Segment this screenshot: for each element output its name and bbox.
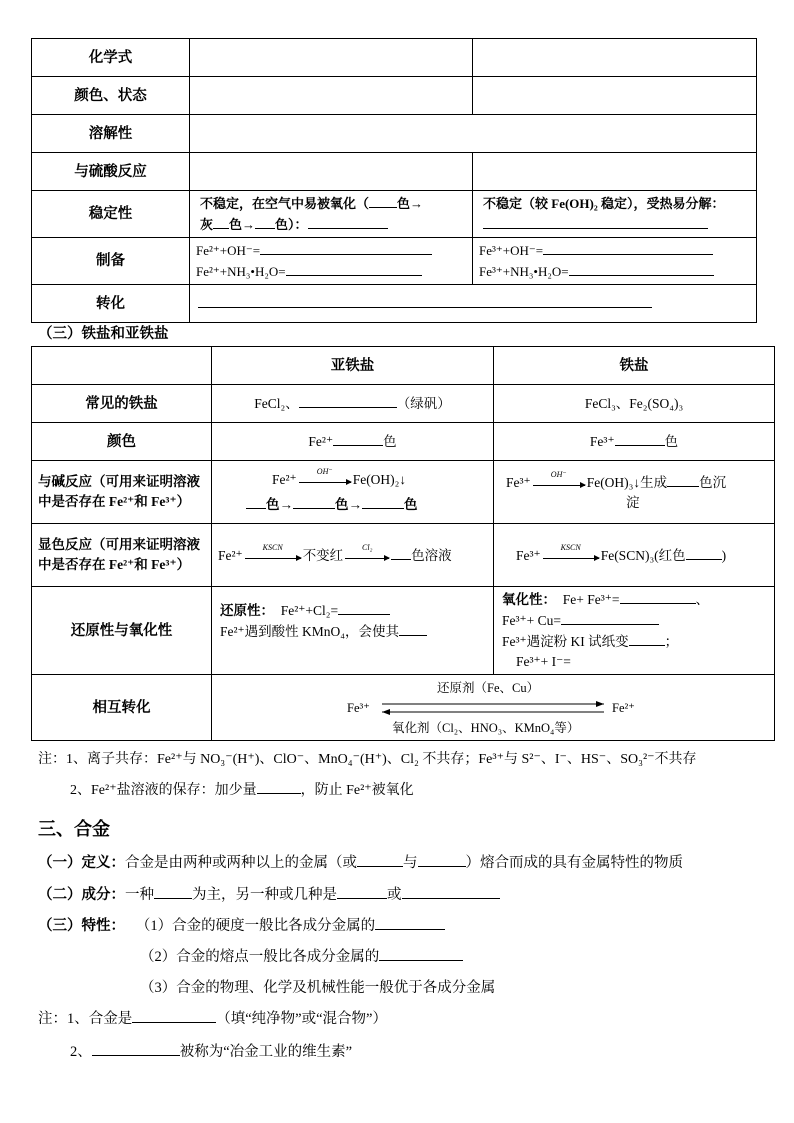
redox-ferric-cell <box>494 587 775 675</box>
blank <box>337 884 387 899</box>
row-label-interconversion: 相互转化 <box>32 675 212 741</box>
composition-label: （二）成分： <box>38 887 125 903</box>
preparation-right-cell <box>473 238 757 285</box>
blank <box>213 214 229 229</box>
cell-text: 淀 <box>626 494 640 510</box>
cell-empty <box>32 347 212 385</box>
blank <box>333 431 383 446</box>
blank <box>543 240 713 255</box>
blank <box>257 779 301 794</box>
base-ferric-cell <box>494 461 775 524</box>
cell-empty <box>473 77 757 115</box>
cell-empty <box>473 153 757 191</box>
cell-text: Fe(OH)₂↓ <box>352 471 407 487</box>
blank <box>132 1008 216 1023</box>
cell-text: 、 <box>695 592 710 607</box>
reaction-arrow <box>345 542 389 559</box>
text: （填“纯净物”或“混合物”） <box>216 1011 387 1027</box>
section-title: （三）铁盐和亚铁盐 <box>38 326 169 342</box>
alloy-heading: 三、合金 <box>38 819 110 840</box>
base-ferrous-cell <box>212 461 494 524</box>
equation-text: Fe²⁺+OH⁻= <box>196 243 261 258</box>
reaction-arrow <box>543 542 599 559</box>
text: （1）合金的硬度一般比各成分金属的 <box>135 918 376 934</box>
ferric-ion: Fe³⁺ <box>347 700 370 715</box>
alloy-property-3: （3）合金的物理、化学及机械性能一般优于各成分金属 <box>140 980 496 996</box>
common-ferrous-cell <box>212 385 494 423</box>
row-label-acid-reaction: 与硫酸反应 <box>32 153 190 191</box>
row-label-stability: 稳定性 <box>32 191 190 238</box>
alloy-composition <box>38 883 500 904</box>
blank <box>615 431 665 446</box>
row-label-preparation: 制备 <box>32 238 190 285</box>
cell-text: Fe²⁺ <box>308 434 334 449</box>
arrow-label: OH⁻ <box>550 469 567 479</box>
note-coexistence: 注：1、离子共存：Fe²⁺与 NO₃⁻(H⁺)、ClO⁻、MnO₄⁻(H⁺)、Cl₂ 不共存；Fe³⁺与 S²⁻、I⁻、HS⁻、SO₃²⁻不共存 <box>38 752 697 767</box>
col-header-ferric: 铁盐 <box>494 347 775 385</box>
arrow-label: Cl₂ <box>362 542 373 552</box>
cell-text: Fe+ Fe³⁺= <box>562 592 620 607</box>
text: 或 <box>387 887 402 903</box>
cell-text: FeCl₂、 <box>254 396 299 411</box>
blank <box>379 946 463 961</box>
cell-empty <box>473 39 757 77</box>
reaction-arrow <box>533 469 585 486</box>
conversion-cell <box>190 285 757 323</box>
alloy-properties <box>38 914 445 935</box>
equation-text: Fe²⁺+NH₃•H₂O= <box>196 264 286 279</box>
text: （2）合金的熔点一般比各成分金属的 <box>140 949 380 965</box>
arrow-label: OH⁻ <box>316 466 333 476</box>
cell-text: Fe³⁺ <box>506 474 531 490</box>
text: 合金是由两种或两种以上的金属（或 <box>125 855 357 871</box>
cell-text: ) <box>721 547 727 563</box>
stability-text: 灰 <box>200 217 214 232</box>
row-label-color: 颜色 <box>32 423 212 461</box>
cell-text: ； <box>664 634 679 649</box>
cell-text: Fe(SCN)₃(红色 <box>600 547 686 563</box>
alloy-property-2 <box>140 945 463 966</box>
cell-empty <box>190 115 757 153</box>
row-label-color-state: 颜色、状态 <box>32 77 190 115</box>
text: 为主，另一种或几种是 <box>192 887 337 903</box>
hydroxide-table <box>31 38 757 323</box>
row-label-redox: 还原性与氧化性 <box>32 587 212 675</box>
blank <box>399 621 427 636</box>
row-label-common: 常见的铁盐 <box>32 385 212 423</box>
blank <box>667 472 699 487</box>
blank <box>308 214 388 229</box>
blank <box>338 600 390 615</box>
blank <box>402 884 500 899</box>
oxidizer-label: 氧化剂（Cl₂、HNO₃、KMnO₄等） <box>392 720 580 735</box>
blank <box>686 545 722 560</box>
blank <box>483 214 708 229</box>
note-vitamin <box>70 1040 352 1061</box>
cell-text: 还原性： <box>220 602 274 618</box>
blank <box>255 214 275 229</box>
definition-label: （一）定义： <box>38 855 125 871</box>
blank <box>246 494 266 509</box>
equation-text: Fe³⁺+OH⁻= <box>479 243 544 258</box>
cell-text: Fe³⁺+ I⁻= <box>516 654 571 669</box>
equilibrium-arrow <box>380 698 606 718</box>
stability-right-cell <box>473 191 757 238</box>
arrow-label: KSCN <box>560 542 581 552</box>
reaction-arrow <box>245 542 301 559</box>
blank <box>561 610 659 625</box>
color-ferric-cell <box>494 423 775 461</box>
blank <box>369 193 397 208</box>
blank <box>92 1041 180 1056</box>
blank <box>286 261 422 276</box>
ferrous-ion: Fe²⁺ <box>612 700 635 715</box>
text: 被称为“冶金工业的维生素” <box>179 1044 353 1060</box>
stability-text: 不稳定，在空气中易被氧化（ <box>200 196 370 211</box>
properties-label: （三）特性： <box>38 918 125 934</box>
blank <box>260 240 432 255</box>
row-label-solubility: 溶解性 <box>32 115 190 153</box>
stability-text: 色→ <box>397 196 424 211</box>
arrow-label: KSCN <box>262 542 283 552</box>
color-ferrous-cell <box>212 423 494 461</box>
blank <box>391 545 411 560</box>
blank <box>293 494 335 509</box>
cell-empty <box>190 77 473 115</box>
blank <box>198 293 652 308</box>
note-alloy-mixture <box>38 1007 387 1028</box>
col-header-ferrous: 亚铁盐 <box>212 347 494 385</box>
stability-text: 不稳定（较 Fe(OH)₂ 稳定），受热易分解： <box>483 195 725 211</box>
blank <box>569 261 714 276</box>
note-storage <box>70 779 414 799</box>
note-text: 2、Fe²⁺盐溶液的保存：加少量 <box>70 783 257 798</box>
cell-text: 色 <box>664 434 679 449</box>
row-label-color-reaction: 显色反应（可用来证明溶液中是否存在 Fe²⁺和 Fe³⁺） <box>32 524 212 587</box>
cell-text: 色 <box>383 434 397 449</box>
text: 2、 <box>70 1044 92 1060</box>
text: ）熔合而成的具有金属特性的物质 <box>465 855 683 871</box>
cell-text: Fe³⁺ <box>516 547 541 563</box>
preparation-left-cell <box>190 238 473 285</box>
text: 与 <box>403 855 418 871</box>
reducer-label: 还原剂（Fe、Cu） <box>437 680 540 695</box>
text: 一种 <box>125 887 154 903</box>
cell-text: Fe³⁺遇淀粉 KI 试纸变 <box>502 634 629 649</box>
cell-text: 色 <box>404 496 418 512</box>
blank <box>299 393 397 408</box>
stability-text: 色）： <box>275 217 308 232</box>
blank <box>629 631 665 646</box>
color-reaction-ferrous-cell <box>212 524 494 587</box>
cell-text: Fe³⁺ <box>589 434 615 449</box>
cell-text: 色→ <box>335 496 362 512</box>
iron-salt-table <box>31 346 775 741</box>
cell-text: Fe³⁺+ Cu= <box>502 613 562 628</box>
blank <box>357 852 403 867</box>
row-label-formula: 化学式 <box>32 39 190 77</box>
note-text: ，防止 Fe²⁺被氧化 <box>300 783 414 798</box>
cell-text: Fe²⁺ <box>218 547 243 563</box>
cell-text: 不变红 <box>302 547 344 563</box>
redox-ferrous-cell <box>212 587 494 675</box>
blank <box>154 884 192 899</box>
cell-text: Fe²⁺+Cl₂= <box>280 602 339 618</box>
blank <box>362 494 404 509</box>
row-label-base-reaction: 与碱反应（可用来证明溶液中是否存在 Fe²⁺和 Fe³⁺） <box>32 461 212 524</box>
cell-text: 氧化性： <box>502 592 556 607</box>
cell-text: （绿矾） <box>396 396 451 411</box>
equation-text: Fe³⁺+NH₃•H₂O= <box>479 264 569 279</box>
text: 注：1、合金是 <box>38 1011 133 1027</box>
blank <box>418 852 466 867</box>
cell-text: 色→ <box>266 496 293 512</box>
stability-text: 色→ <box>229 217 256 232</box>
interconversion-cell <box>212 675 775 741</box>
cell-empty <box>190 39 473 77</box>
stability-left-cell <box>190 191 473 238</box>
color-reaction-ferric-cell <box>494 524 775 587</box>
cell-text: 色溶液 <box>411 547 452 563</box>
row-label-conversion: 转化 <box>32 285 190 323</box>
cell-text: 色沉 <box>699 474 727 490</box>
cell-empty <box>190 153 473 191</box>
common-ferric-cell: FeCl₃、Fe₂(SO₄)₃ <box>494 385 775 423</box>
cell-text: Fe(OH)₃↓生成 <box>586 474 668 490</box>
blank <box>375 915 445 930</box>
cell-text: Fe²⁺遇到酸性 KMnO₄，会使其 <box>220 623 400 639</box>
reaction-arrow <box>299 466 351 483</box>
alloy-definition <box>38 851 683 872</box>
blank <box>620 589 696 604</box>
cell-text: Fe²⁺ <box>272 471 297 487</box>
